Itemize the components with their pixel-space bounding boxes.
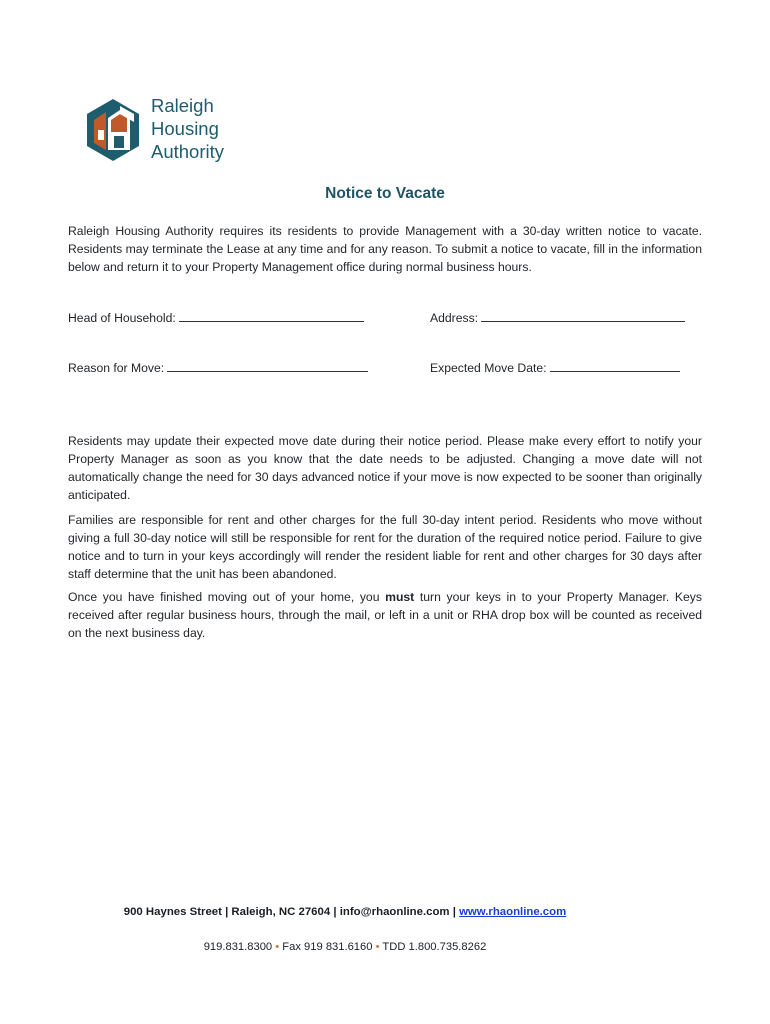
head-of-household-blank[interactable] (179, 309, 364, 322)
intro-paragraph: Raleigh Housing Authority requires its residents to provide Management with a 30-day written notice to vacate. Residents may terminate the Lease at any time and for any reason. To submit a notice to vacate, fill in the information below and return it to your Property Management office during normal business hours. (68, 224, 702, 274)
reason-for-move-blank[interactable] (167, 359, 368, 372)
footer-phone: 919.831.8300 (203, 941, 273, 953)
rent-responsibility-paragraph: Families are responsible for rent and other charges for the full 30-day intent period. Residents who move without giving a full 30-day notice will still be responsible for rent for the duration of the required notice period. Failure to give notice and to turn in your keys accordingly will render the resident liable for rent and other charges for 30 days after staff determine that the unit has been abandoned. (68, 513, 702, 581)
keys-text-after: turn your keys in to your Property Manager. Keys received after regular business hours, through the mail, or left in a unit or RHA drop box will be counted as received on the next business day. (68, 590, 702, 640)
reason-for-move-label: Reason for Move: (68, 361, 165, 375)
logo-line-2: Housing (151, 118, 219, 139)
logo-line-1: Raleigh (151, 95, 214, 116)
rha-logo (84, 96, 254, 164)
reason-for-move-field[interactable] (68, 359, 368, 375)
address-label: Address: (430, 311, 479, 325)
logo-line-3: Authority (151, 141, 225, 162)
footer-fax: Fax 919 831.6160 (282, 941, 373, 953)
expected-move-date-blank[interactable] (550, 359, 680, 372)
footer-address: 900 Haynes Street | Raleigh, NC 27604 | info@rhaonline.com | (123, 906, 460, 918)
expected-move-date-label: Expected Move Date: (430, 361, 547, 375)
keys-text-before: Once you have finished moving out of your home, you (68, 590, 386, 604)
footer-tdd: TDD 1.800.735.8262 (382, 941, 487, 953)
address-field[interactable] (430, 309, 685, 325)
page-title: Notice to Vacate (325, 185, 445, 202)
move-date-update-paragraph: Residents may update their expected move date during their notice period. Please make every effort to notify your Property Manager as soon as you know that the date needs to be adjusted. Changing a move date will not automatically change the need for 30 days advanced notice if your move is now expected to be sooner than originally anticipated. (68, 434, 702, 502)
expected-move-date-field[interactable] (430, 359, 680, 375)
address-blank[interactable] (481, 309, 685, 322)
footer-address-line (0, 906, 690, 918)
separator-dot-icon: • (275, 941, 280, 953)
keys-return-paragraph (68, 588, 702, 642)
keys-text-must: must (385, 590, 415, 604)
house-hexagon-logo-icon (84, 98, 142, 162)
website-link[interactable]: www.rhaonline.com (459, 906, 567, 918)
logo-wordmark (151, 94, 224, 163)
head-of-household-field[interactable] (68, 309, 364, 325)
footer-contact-line (0, 941, 690, 953)
head-of-household-label: Head of Household: (68, 311, 176, 325)
separator-dot-icon: • (375, 941, 380, 953)
